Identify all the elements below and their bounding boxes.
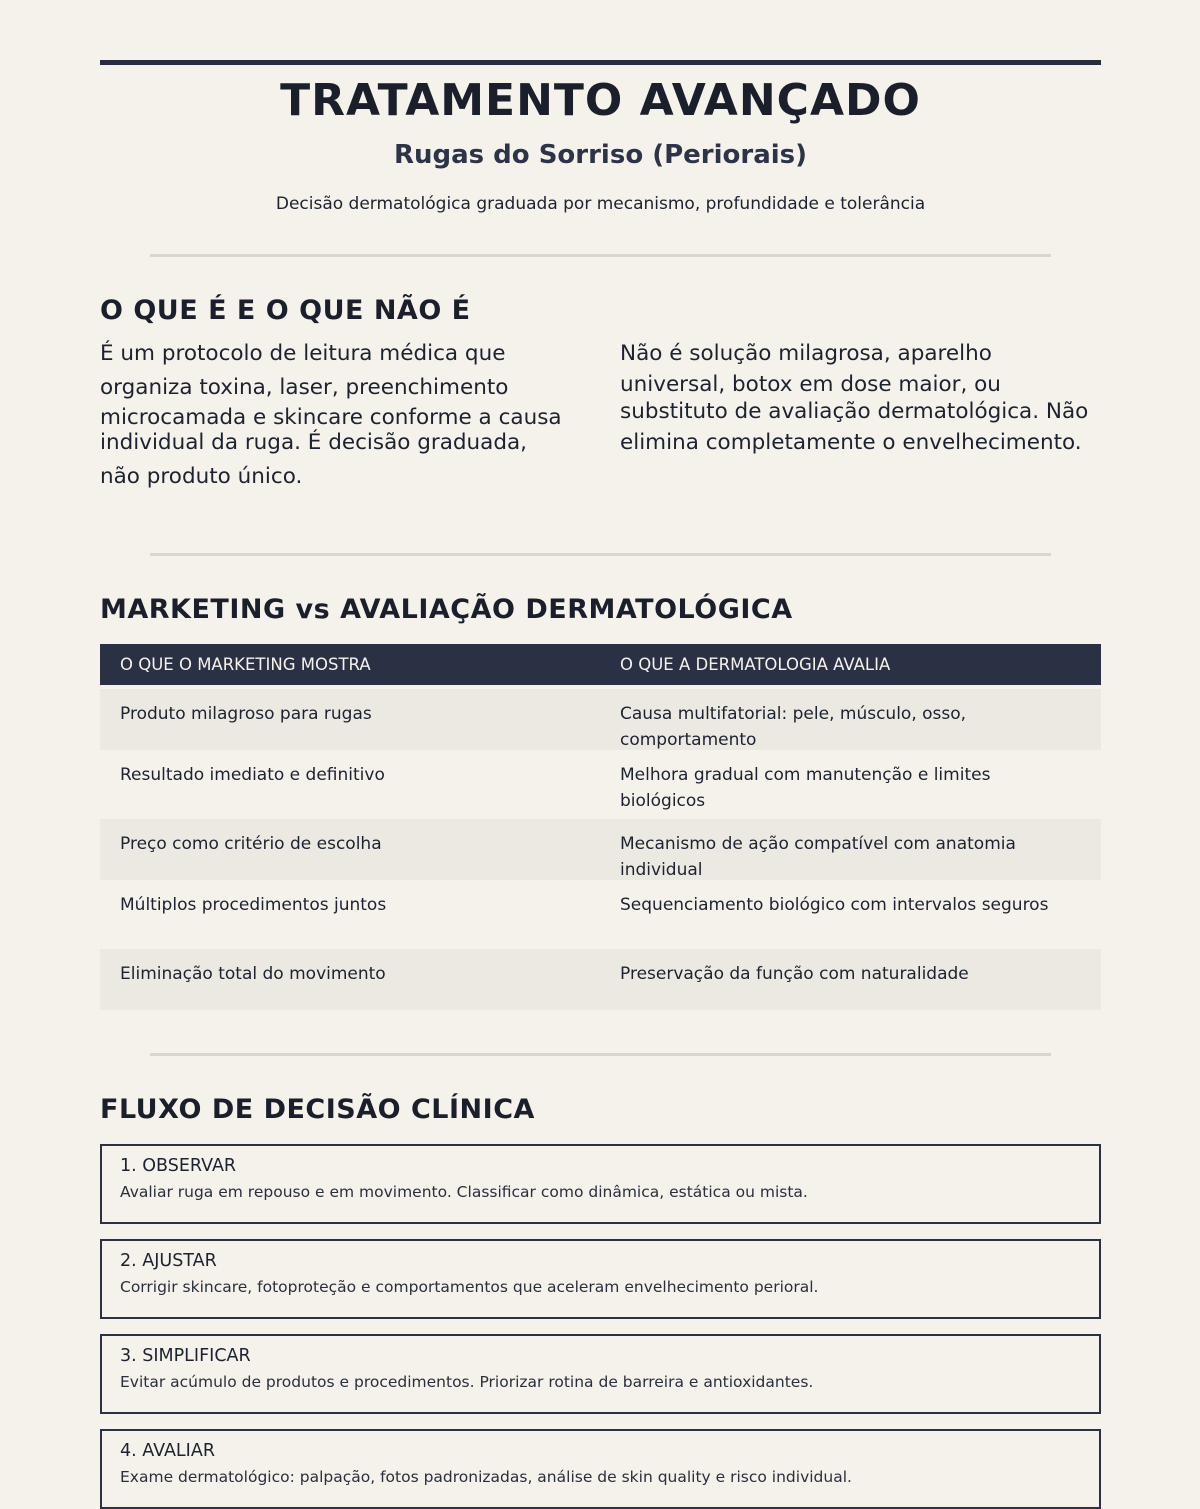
page-subtitle: Rugas do Sorriso (Periorais) — [393, 140, 808, 170]
top-rule — [100, 60, 1101, 65]
flow-step — [100, 1429, 1101, 1509]
flow-step-title: 4. AVALIAR — [120, 1441, 215, 1461]
column-header-dermatology: O QUE A DERMATOLOGIA AVALIA — [620, 655, 891, 674]
flow-step-title: 3. SIMPLIFICAR — [120, 1346, 251, 1366]
what-is-line: organiza toxina, laser, preenchimento — [100, 375, 509, 400]
table-cell: Produto milagroso para rugas — [120, 704, 372, 724]
table-cell: Preservação da função com naturalidade — [620, 964, 969, 984]
divider — [150, 1053, 1051, 1056]
flow-step-description: Avaliar ruga em repouso e em movimento. Classificar como dinâmica, estática ou mista. — [120, 1183, 808, 1201]
what-is-line: individual da ruga. É decisão graduada, — [100, 430, 528, 455]
table-cell: Preço como critério de escolha — [120, 834, 382, 854]
what-is-not-line: Não é solução milagrosa, aparelho — [620, 341, 992, 366]
page-tagline: Decisão dermatológica graduada por mecanismo, profundidade e tolerância — [275, 194, 926, 214]
table-row — [100, 750, 1101, 819]
what-is-not-line: universal, botox em dose maior, ou — [620, 372, 1001, 397]
flow-step-description: Corrigir skincare, fotoproteção e comportamentos que aceleram envelhecimento perioral. — [120, 1278, 819, 1296]
table-cell: Melhora gradual com manutenção e limites biológicos — [620, 765, 991, 811]
divider — [150, 254, 1051, 257]
table-row — [100, 819, 1101, 880]
table-cell: Mecanismo de ação compatível com anatomia individual — [620, 834, 1016, 880]
section-title-what-is: O QUE É E O QUE NÃO É — [100, 295, 471, 326]
what-is-line: não produto único. — [100, 464, 303, 489]
table-cell: Causa multifatorial: pele, músculo, osso, comportamento — [620, 704, 967, 750]
what-is-not-line: substituto de avaliação dermatológica. Não — [620, 399, 1089, 424]
table-header — [100, 644, 1101, 685]
table-cell: Sequenciamento biológico com intervalos seguros — [620, 895, 1049, 915]
flow-step — [100, 1334, 1101, 1414]
what-is-line: É um protocolo de leitura médica que — [100, 341, 506, 366]
divider — [150, 553, 1051, 556]
flow-step-title: 1. OBSERVAR — [120, 1156, 237, 1176]
what-is-not-line: elimina completamente o envelhecimento. — [620, 430, 1082, 455]
flow-step-description: Evitar acúmulo de produtos e procedimentos. Priorizar rotina de barreira e antioxidantes. — [120, 1373, 814, 1391]
table-cell: Múltiplos procedimentos juntos — [120, 895, 387, 915]
section-title-flow: FLUXO DE DECISÃO CLÍNICA — [100, 1094, 535, 1125]
table-row — [100, 949, 1101, 1010]
table-row — [100, 880, 1101, 949]
table-row — [100, 689, 1101, 750]
section-title-comparison: MARKETING vs AVALIAÇÃO DERMATOLÓGICA — [100, 594, 793, 625]
flow-step-title: 2. AJUSTAR — [120, 1251, 217, 1271]
table-cell: Resultado imediato e definitivo — [120, 765, 385, 785]
flow-step-description: Exame dermatológico: palpação, fotos padronizadas, análise de skin quality e risco individual. — [120, 1468, 852, 1486]
comparison-table — [100, 644, 1101, 1010]
column-header-marketing: O QUE O MARKETING MOSTRA — [120, 655, 371, 674]
flow-step — [100, 1239, 1101, 1319]
what-is-line: microcamada e skincare conforme a causa — [100, 405, 562, 430]
table-cell: Eliminação total do movimento — [120, 964, 386, 984]
flow-step — [100, 1144, 1101, 1224]
page-title: TRATAMENTO AVANÇADO — [280, 75, 921, 126]
